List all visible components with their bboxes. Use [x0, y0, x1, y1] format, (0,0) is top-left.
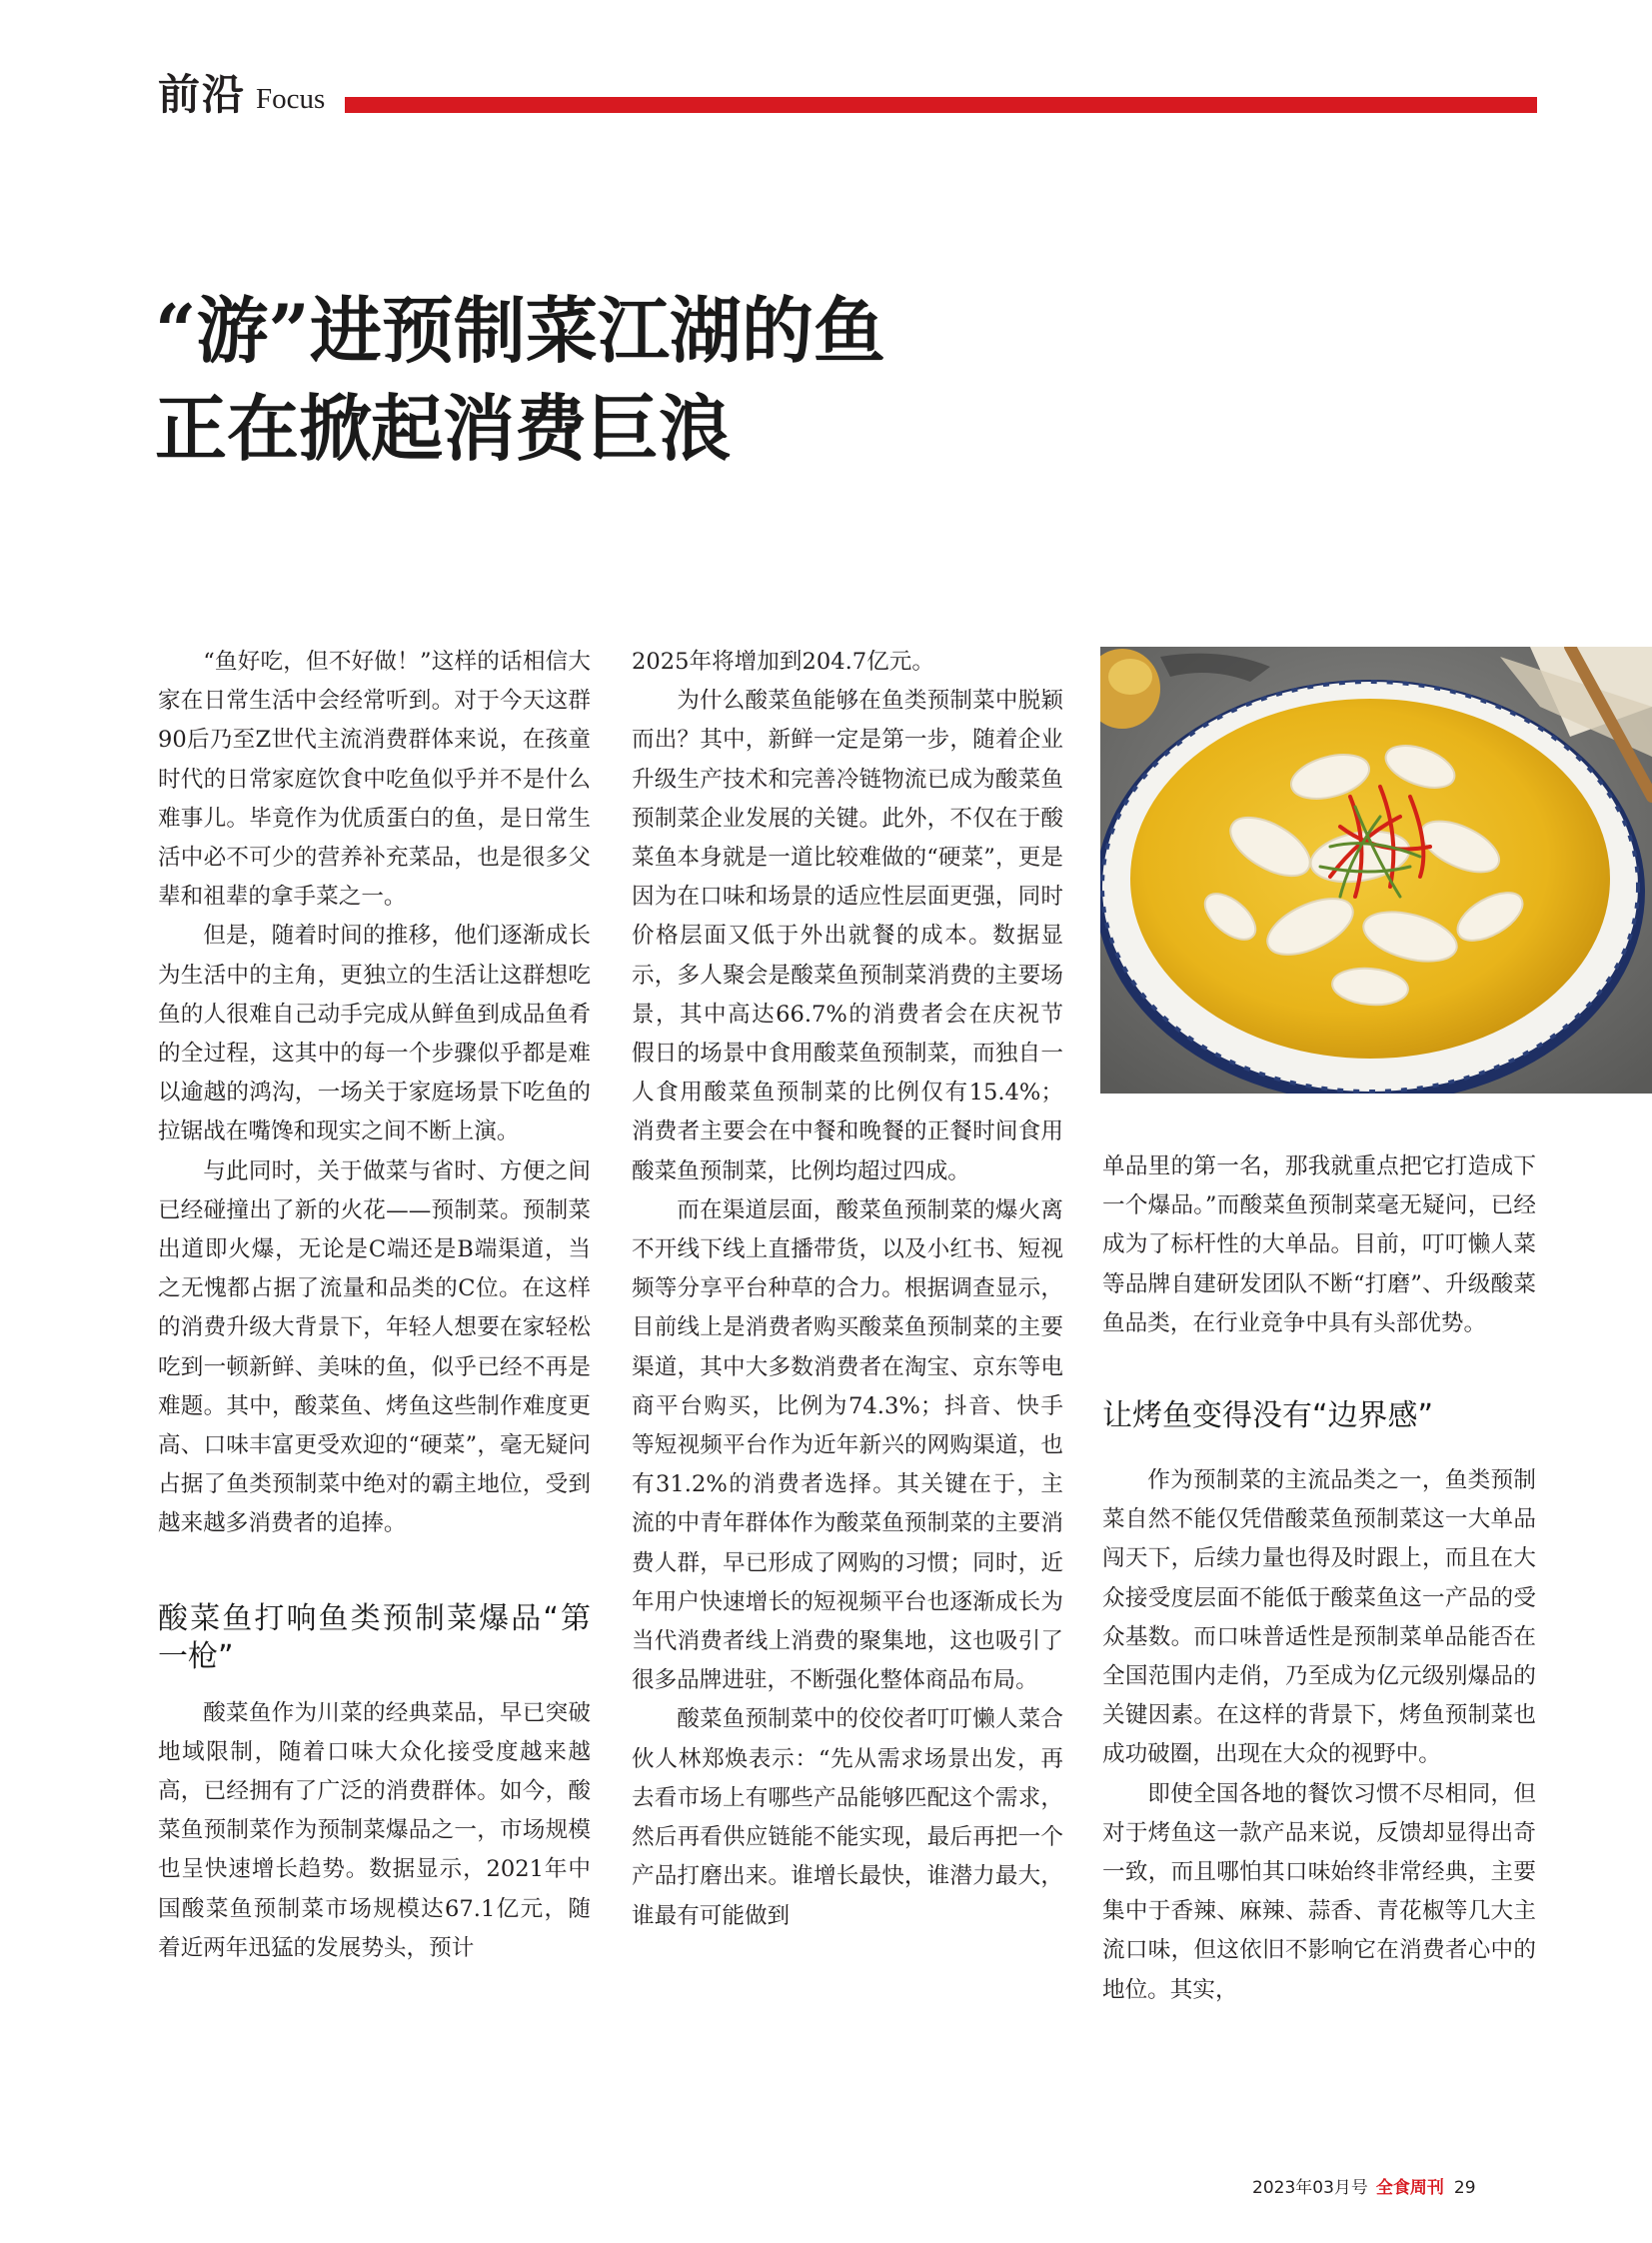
subheading: 让烤鱼变得没有“边界感” — [1102, 1398, 1434, 1434]
paragraph: 而在渠道层面，酸菜鱼预制菜的爆火离不开线下线上直播带货，以及小红书、短视频等分享平台种草的合力。根据调查显示，目前线上是消费者购买酸菜鱼预制菜的主要渠道，其中大多数消费者在淘宝、京东等电商平台购买，比例为74.3%；抖音、快手等短视频平台作为近年新兴的网购渠道，也有31.2%的消费者选择。其关键在于，主流的中青年群体作为酸菜鱼预制菜的主要消费人群，早已形成了网购的习惯；同时，近年用户快速增长的短视频平台也逐渐成长为当代消费者线上消费的聚集地，这也吸引了很多品牌进驻，不断强化整体商品布局。 — [632, 1196, 1063, 1694]
page-footer — [1252, 2177, 1476, 2199]
fish-dish-photo — [1100, 647, 1652, 1094]
subheading: 酸菜鱼打响鱼类预制菜爆品“第一枪” — [158, 1600, 591, 1674]
section-label: 前沿 — [158, 70, 247, 119]
magazine-name: 全食周刊 — [1375, 2178, 1444, 2198]
paragraph: “鱼好吃，但不好做！”这样的话相信大家在日常生活中会经常听到。对于今天这群90后乃至Z世代主流消费群体来说，在孩童时代的日常家庭饮食中吃鱼似乎并不是什么难事儿。毕竟作为优质蛋白的鱼，是日常生活中必不可少的营养补充菜品，也是很多父辈和祖辈的拿手菜之一。 — [158, 649, 591, 911]
text-column-2 — [632, 643, 1063, 1936]
text-column-1 — [158, 643, 591, 1968]
title-line-2: 正在掀起消费巨浪 — [155, 386, 732, 471]
paragraph: 酸菜鱼预制菜中的佼佼者叮叮懒人菜合伙人林郑焕表示：“先从需求场景出发，再去看市场上有哪些产品能够匹配这个需求，然后再看供应链能不能实现，最后再把一个产品打磨出来。谁增长最快，谁潜力最大，谁最有可能做到 — [632, 1706, 1063, 1929]
paragraph: 作为预制菜的主流品类之一，鱼类预制菜自然不能仅凭借酸菜鱼预制菜这一大单品闯天下，后续力量也得及时跟上，而且在大众接受度层面不能低于酸菜鱼这一产品的受众基数。而口味普适性是预制菜单品能否在全国范围内走俏，乃至成为亿元级别爆品的关键因素。在这样的背景下，烤鱼预制菜也成功破圈，出现在大众的视野中。 — [1102, 1467, 1536, 1768]
paragraph: 酸菜鱼作为川菜的经典菜品，早已突破地域限制，随着口味大众化接受度越来越高，已经拥有了广泛的消费群体。如今，酸菜鱼预制菜作为预制菜爆品之一，市场规模也呈快速增长趋势。数据显示，2021年中国酸菜鱼预制菜市场规模达67.1亿元，随着近两年迅猛的发展势头，预计 — [158, 1699, 591, 1961]
text-column-3 — [1102, 1147, 1536, 2010]
paragraph: 为什么酸菜鱼能够在鱼类预制菜中脱颖而出？其中，新鲜一定是第一步，随着企业升级生产技术和完善冷链物流已成为酸菜鱼预制菜企业发展的关键。此外，不仅在于酸菜鱼本身就是一道比较难做的“硬菜”，更是因为在口味和场景的适应性层面更强，同时价格层面又低于外出就餐的成本。数据显示，多人聚会是酸菜鱼预制菜消费的主要场景，其中高达66.7%的消费者会在庆祝节假日的场景中食用酸菜鱼预制菜，而独自一人食用酸菜鱼预制菜的比例仅有15.4%；消费者主要会在中餐和晚餐的正餐时间食用酸菜鱼预制菜，比例均超过四成。 — [632, 688, 1063, 1184]
article-title — [155, 282, 1054, 478]
paragraph: 与此同时，关于做菜与省时、方便之间已经碰撞出了新的火花——预制菜。预制菜出道即火爆，无论是C端还是B端渠道，当之无愧都占据了流量和品类的C位。在这样的消费升级大背景下，年轻人想要在家轻松吃到一顿新鲜、美味的鱼，似乎已经不再是难题。其中，酸菜鱼、烤鱼这些制作难度更高、口味丰富更受欢迎的“硬菜”，毫无疑问占据了鱼类预制菜中绝对的霸主地位，受到越来越多消费者的追捧。 — [158, 1157, 591, 1537]
paragraph: 2025年将增加到204.7亿元。 — [632, 649, 934, 675]
section-label-en: Focus — [256, 83, 326, 115]
paragraph: 但是，随着时间的推移，他们逐渐成长为生活中的主角，更独立的生活让这群想吃鱼的人很难自己动手完成从鲜鱼到成品鱼肴的全过程，这其中的每一个步骤似乎都是难以逾越的鸿沟，一场关于家庭场景下吃鱼的拉锯战在嘴馋和现实之间不断上演。 — [158, 923, 591, 1145]
paragraph: 即使全国各地的餐饮习惯不尽相同，但对于烤鱼这一款产品来说，反馈却显得出奇一致，而且哪怕其口味始终非常经典，主要集中于香辣、麻辣、蒜香、青花椒等几大主流口味，但这依旧不影响它在消费者心中的地位。其实， — [1102, 1780, 1536, 2003]
header-red-rule — [345, 97, 1537, 113]
title-line-1: “游”进预制菜江湖的鱼 — [155, 288, 885, 373]
paragraph: 单品里的第一名，那我就重点把它打造成下一个爆品。”而酸菜鱼预制菜毫无疑问，已经成为了标杆性的大单品。目前，叮叮懒人菜等品牌自建研发团队不断“打磨”、升级酸菜鱼品类，在行业竞争中具有头部优势。 — [1102, 1153, 1536, 1336]
page-number: 29 — [1453, 2178, 1476, 2198]
issue-date: 2023年03月号 — [1252, 2178, 1368, 2198]
page-header — [158, 70, 1537, 120]
